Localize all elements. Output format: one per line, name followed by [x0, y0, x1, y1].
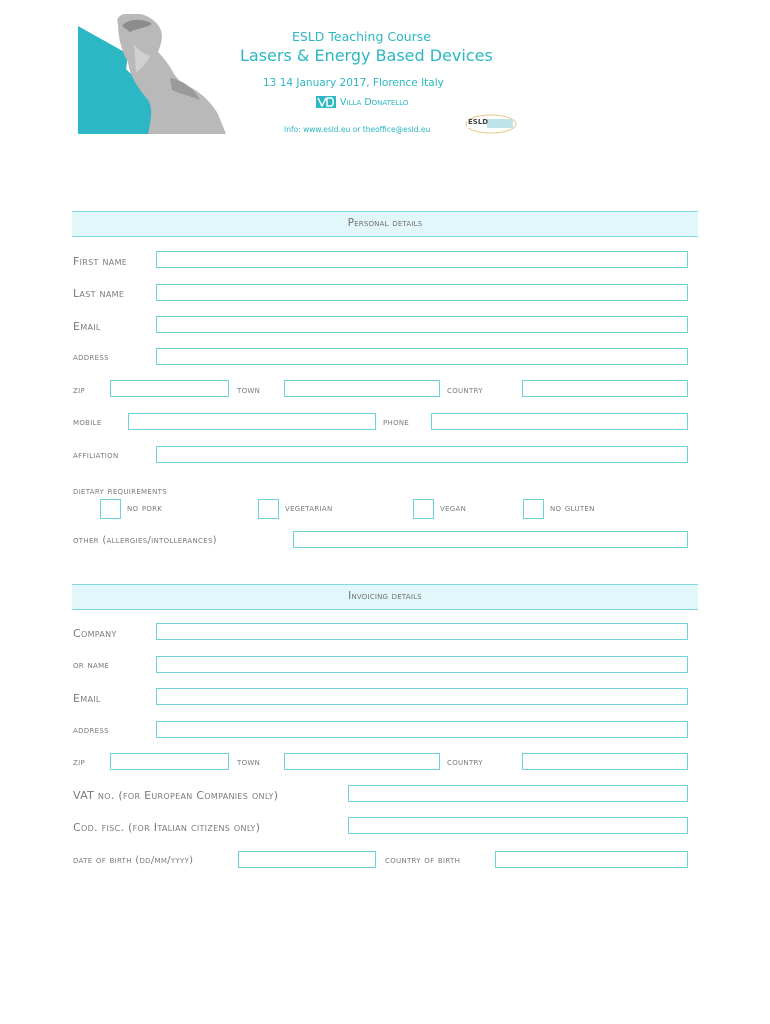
phone-label: phone [383, 417, 410, 428]
venue [316, 96, 408, 108]
esld-logo [465, 114, 517, 134]
personal-details-header [72, 211, 698, 237]
first-name-label: First name [73, 255, 128, 268]
venue-name: Villa Donatello [340, 96, 409, 108]
invoice-town-label: town [237, 757, 261, 768]
phone-field[interactable] [431, 413, 688, 430]
last-name-field[interactable] [156, 284, 688, 301]
invoice-town-field[interactable] [284, 753, 440, 770]
affiliation-label: affiliation [73, 450, 119, 461]
country-of-birth-field[interactable] [495, 851, 688, 868]
vegan-label: vegan [440, 503, 467, 514]
date-of-birth-label: date of birth (dd/mm/yyyy) [73, 855, 194, 866]
contact-info: Info: www.esld.eu or theoffice@esld.eu [284, 125, 431, 134]
date-of-birth-field[interactable] [238, 851, 376, 868]
country-label: country [447, 385, 483, 396]
other-allergies-label: other (allergies/intollerances) [73, 535, 217, 546]
no-pork-label: no pork [127, 503, 163, 514]
invoicing-details-title: Invoicing details [348, 590, 422, 602]
mobile-label: mobile [73, 417, 102, 428]
company-label: Company [73, 627, 117, 640]
last-name-label: Last name [73, 287, 125, 300]
vegetarian-label: vegetarian [285, 503, 333, 514]
invoice-zip-label: zip [73, 757, 85, 768]
other-allergies-field[interactable] [293, 531, 688, 548]
country-of-birth-label: country of birth [385, 855, 461, 866]
vat-field[interactable] [348, 785, 688, 802]
invoice-country-field[interactable] [522, 753, 688, 770]
personal-details-title: Personal details [347, 217, 423, 229]
invoice-address-field[interactable] [156, 721, 688, 738]
or-name-field[interactable] [156, 656, 688, 673]
vat-label: VAT no. (for European Companies only) [73, 789, 279, 802]
invoice-email-label: Email [73, 692, 101, 705]
email-label: Email [73, 320, 101, 333]
invoice-zip-field[interactable] [110, 753, 229, 770]
country-field[interactable] [522, 380, 688, 397]
course-name: ESLD Teaching Course [292, 29, 431, 44]
town-field[interactable] [284, 380, 440, 397]
affiliation-field[interactable] [156, 446, 688, 463]
course-title: Lasers & Energy Based Devices [240, 46, 493, 65]
zip-label: zip [73, 385, 85, 396]
statue-image [78, 14, 226, 134]
town-label: town [237, 385, 261, 396]
esld-logo-text: ESLD [468, 118, 489, 126]
vegetarian-checkbox[interactable] [258, 499, 279, 519]
address-field[interactable] [156, 348, 688, 365]
invoice-address-label: address [73, 725, 109, 736]
invoicing-details-header [72, 584, 698, 610]
invoice-country-label: country [447, 757, 483, 768]
or-name-label: or name [73, 660, 110, 671]
vegan-checkbox[interactable] [413, 499, 434, 519]
first-name-field[interactable] [156, 251, 688, 268]
no-pork-checkbox[interactable] [100, 499, 121, 519]
no-gluten-checkbox[interactable] [523, 499, 544, 519]
mobile-field[interactable] [128, 413, 376, 430]
course-dates: 13 14 January 2017, Florence Italy [263, 77, 444, 89]
invoice-email-field[interactable] [156, 688, 688, 705]
dietary-label: dietary requirements [73, 486, 167, 497]
company-field[interactable] [156, 623, 688, 640]
email-field[interactable] [156, 316, 688, 333]
venue-logo-icon [316, 96, 336, 108]
cod-fisc-field[interactable] [348, 817, 688, 834]
no-gluten-label: no gluten [550, 503, 595, 514]
address-label: address [73, 352, 109, 363]
cod-fisc-label: Cod. fisc. (for Italian citizens only) [73, 821, 261, 834]
zip-field[interactable] [110, 380, 229, 397]
